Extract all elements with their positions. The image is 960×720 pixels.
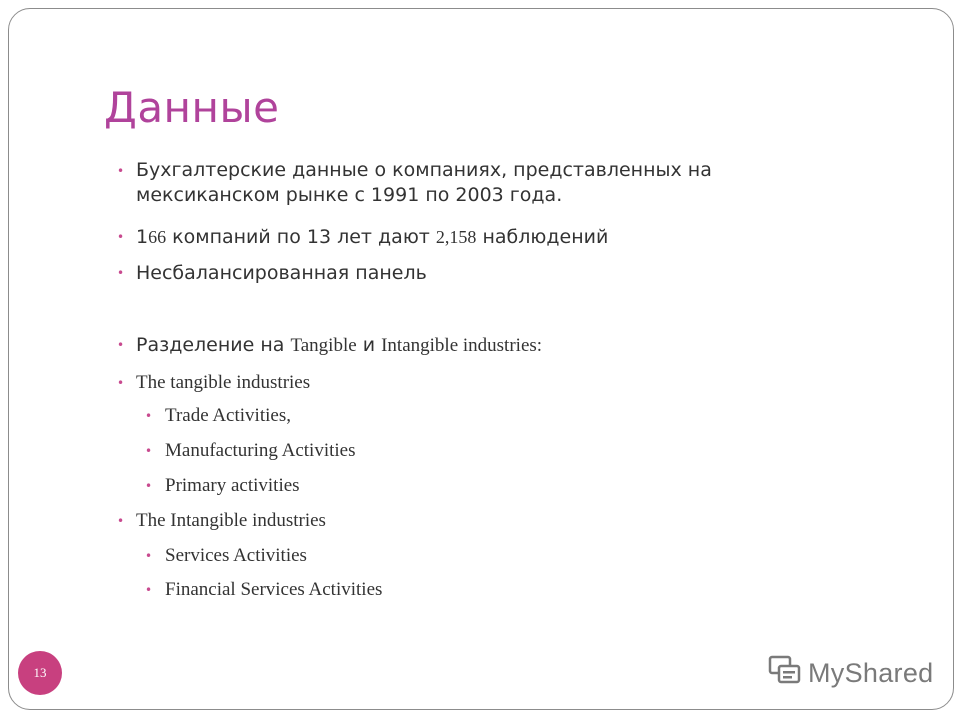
- bullet-dot-icon: •: [117, 230, 125, 244]
- sub-bullet-manufacturing: [145, 439, 356, 463]
- page-number-badge: 13: [18, 651, 62, 695]
- bullet-tangible-industries: [117, 370, 311, 396]
- bullet-part: 66: [148, 227, 167, 247]
- bullet-part: 1: [136, 226, 149, 248]
- sub-bullet-trade: [145, 404, 291, 428]
- bullet-dot-icon: •: [145, 549, 153, 563]
- sub-bullet-text: Services Activities: [165, 545, 307, 566]
- sub-bullet-primary: [145, 474, 300, 498]
- bullet-part: Tangible: [290, 335, 357, 356]
- myshared-logo-icon: [768, 654, 802, 693]
- sub-bullet-financial-services: [145, 578, 383, 602]
- bullet-dot-icon: •: [145, 479, 153, 493]
- myshared-logo-text: MyShared: [808, 658, 934, 688]
- bullet-dot-icon: •: [145, 409, 153, 423]
- bullet-part: компаний по 13 лет дают: [166, 226, 436, 248]
- bullet-dot-icon: •: [117, 338, 125, 352]
- sub-bullet-services: [145, 544, 307, 568]
- bullet-dot-icon: •: [117, 514, 125, 528]
- bullet-split-industries: [117, 332, 543, 360]
- bullet-unbalanced-panel: [117, 260, 427, 286]
- sub-bullet-text: Primary activities: [165, 475, 300, 496]
- bullet-part: 2,158: [435, 227, 477, 247]
- bullet-accounting-data: [117, 158, 712, 208]
- bullet-part: наблюдений: [476, 226, 609, 248]
- bullet-dot-icon: •: [145, 583, 153, 597]
- bullet-part: и: [356, 334, 382, 356]
- bullet-text: Несбалансированная панель: [136, 262, 427, 284]
- bullet-dot-icon: •: [145, 444, 153, 458]
- bullet-companies-count: [117, 224, 609, 251]
- bullet-part: Intangible industries:: [381, 335, 543, 356]
- bullet-line-1: Бухгалтерские данные о компаниях, представленных на: [136, 159, 712, 181]
- bullet-dot-icon: •: [117, 376, 125, 390]
- sub-bullet-text: Trade Activities,: [165, 405, 291, 426]
- bullet-text: The tangible industries: [136, 372, 311, 393]
- bullet-intangible-industries: [117, 508, 326, 534]
- page-title: Данные: [104, 83, 280, 132]
- bullet-line-2: мексиканском рынке с 1991 по 2003 года.: [136, 184, 563, 206]
- bullet-part: Разделение на: [136, 334, 291, 356]
- bullet-dot-icon: •: [117, 266, 125, 280]
- bullet-dot-icon: •: [117, 164, 125, 178]
- sub-bullet-text: Manufacturing Activities: [165, 440, 356, 461]
- myshared-logo[interactable]: [768, 654, 933, 693]
- sub-bullet-text: Financial Services Activities: [165, 579, 383, 600]
- bullet-text: The Intangible industries: [136, 510, 326, 531]
